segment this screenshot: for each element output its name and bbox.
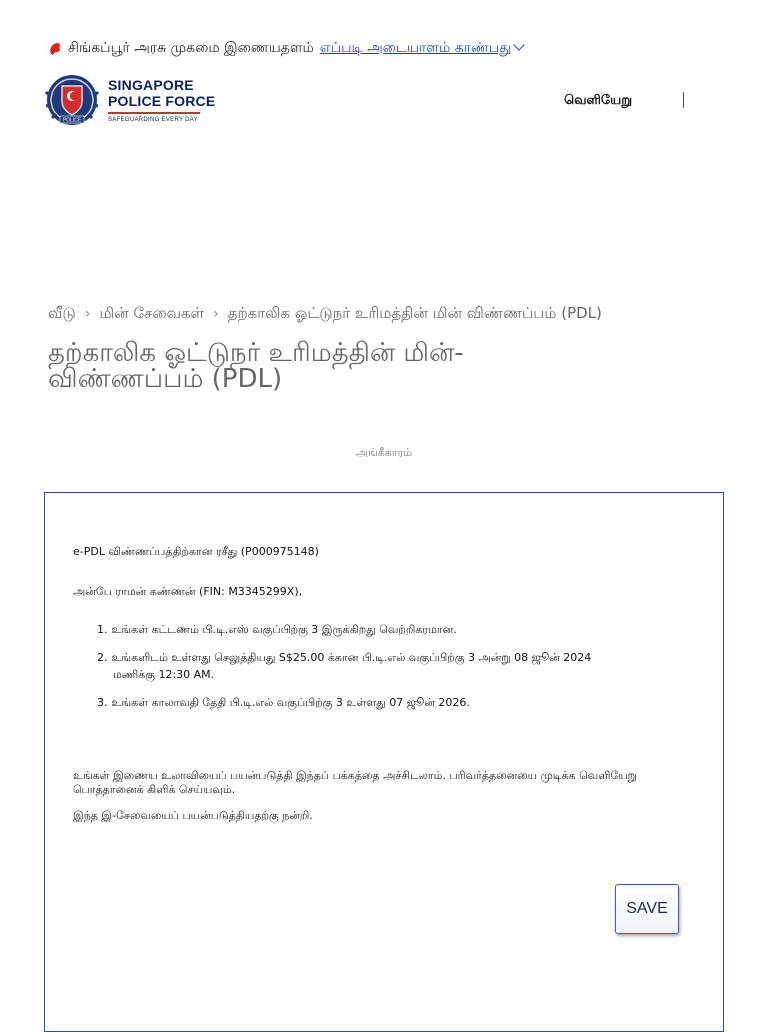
- page-subtitle: அங்கீகாரம்: [355, 446, 413, 459]
- logo-divider: [108, 112, 200, 114]
- page-title-line1: தற்காலிக ஓட்டுநர் உரிமத்தின் மின்-: [48, 338, 464, 368]
- page-title-line2: விண்ணப்பம் (PDL): [48, 364, 283, 394]
- list-item-text: உங்களிடம் உள்ளது செலுத்தியது S$25.00 க்கான பி.டி.எல் வகுப்பிற்கு 3 அன்று 08 ஜூன் 2024: [111, 651, 592, 664]
- list-item: [97, 694, 697, 711]
- police-crest-icon: [44, 72, 100, 128]
- header-divider: [683, 92, 684, 108]
- breadcrumb-home[interactable]: வீடு: [48, 304, 76, 322]
- gov-banner-text: சிங்கப்பூர் அரசு முகமை இணையதளம்: [68, 40, 314, 56]
- thank-you-message: இந்த இ-சேவையைப் பயன்படுத்தியதற்கு நன்றி.: [73, 809, 313, 822]
- save-button[interactable]: SAVE: [615, 884, 679, 934]
- list-item: [97, 649, 697, 683]
- logo-line-police-force: POLICE FORCE: [108, 92, 216, 109]
- gov-banner: [48, 40, 523, 58]
- logo-tagline: SAFEGUARDING EVERY DAY: [108, 116, 198, 123]
- receipt-panel: [44, 492, 724, 1032]
- receipt-greeting: அன்பே ராமன் கண்ணன் (FIN: M3345299X),: [73, 585, 303, 598]
- list-item-text-continued: மணிக்கு 12:30 AM.: [113, 668, 215, 681]
- breadcrumb-current: தற்காலிக ஓட்டுநர் உரிமத்தின் மின் விண்ணப்பம் (PDL): [227, 304, 602, 322]
- list-item-number: 3.: [97, 696, 108, 709]
- breadcrumb-chevron-icon: ›: [84, 306, 91, 322]
- logo-wordmark: [108, 78, 215, 123]
- logo-line-singapore: SINGAPORE: [108, 76, 194, 93]
- singapore-lion-icon: [48, 42, 62, 56]
- identify-link[interactable]: [320, 40, 524, 58]
- crest-banner-text: POLICE: [62, 117, 82, 124]
- list-item-number: 1.: [97, 623, 108, 636]
- list-item: [97, 621, 697, 638]
- breadcrumb-chevron-icon: ›: [213, 306, 219, 322]
- breadcrumb: [48, 304, 602, 324]
- list-item-text: உங்கள் கட்டணம் பி.டி.எஸ் வகுப்பிற்கு 3 இருக்கிறது வெற்றிகரமான.: [111, 623, 457, 636]
- list-item-text: உங்கள் காலாவதி தேதி பி.டி.எல் வகுப்பிற்கு 3 உள்ளது 07 ஜூன் 2026.: [111, 696, 470, 709]
- receipt-title: e-PDL விண்ணப்பத்திற்கான ரசீது (P000975148): [73, 545, 319, 558]
- receipt-details-list: [97, 621, 697, 722]
- logout-link[interactable]: வெளியேறு: [564, 93, 633, 108]
- site-header: [44, 72, 724, 132]
- identify-link-label: எப்படி அடையாளம் காண்பது: [319, 40, 512, 56]
- chevron-down-icon: [514, 39, 525, 50]
- breadcrumb-eservices[interactable]: மின் சேவைகள்: [99, 304, 205, 322]
- list-item-number: 2.: [97, 651, 108, 664]
- page-title: [48, 340, 688, 392]
- print-instructions: உங்கள் இணைய உலாவியைப் பயன்படுத்தி இந்தப் பக்கத்தை அச்சிடலாம். பரிவர்த்தனையை முடிக்க வெளியேறு பொத்தானைக் கிளிக் செய்யவும்.: [73, 769, 637, 796]
